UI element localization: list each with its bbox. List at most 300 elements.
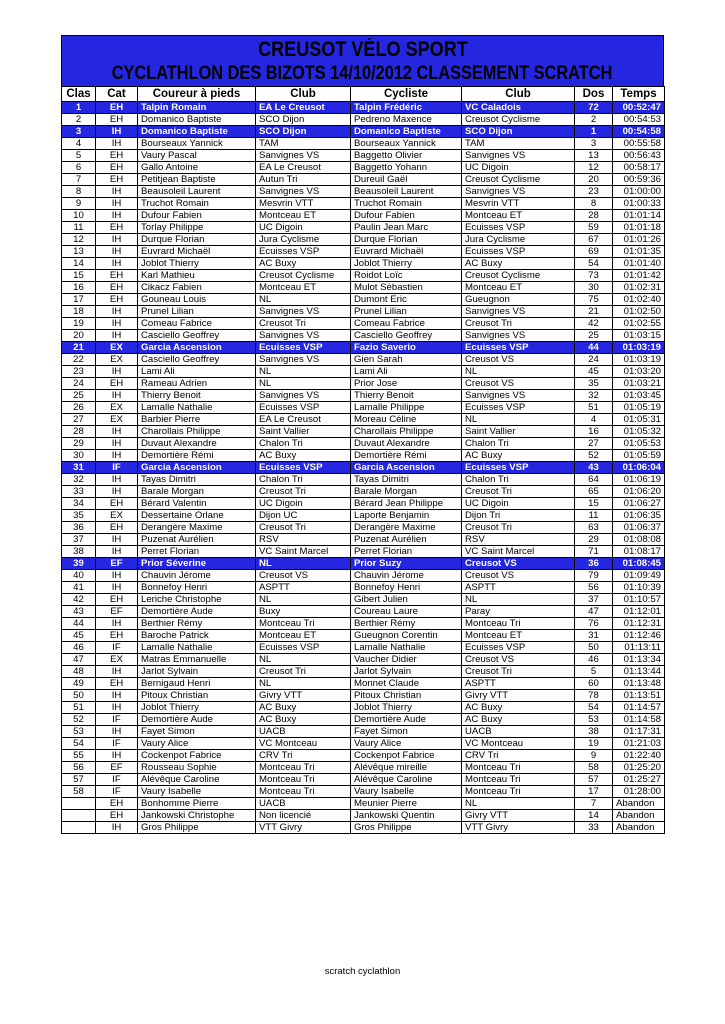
cyclist-cell: Derangère Maxime — [351, 522, 462, 534]
table-row — [62, 654, 665, 666]
cyclist-cell: Dureuil Gaël — [351, 174, 462, 186]
runner-club-cell: Creusot Tri — [256, 318, 351, 330]
bib-cell: 17 — [575, 786, 613, 798]
time-cell: 01:08:08 — [613, 534, 665, 546]
category-cell: EF — [96, 558, 138, 570]
runner-cell: Joblot Thierry — [138, 258, 256, 270]
cyclist-cell: Alévêque mireille — [351, 762, 462, 774]
rank-cell: 34 — [62, 498, 96, 510]
rank-cell: 58 — [62, 786, 96, 798]
runner-cell: Durque Florian — [138, 234, 256, 246]
rank-cell: 17 — [62, 294, 96, 306]
bib-cell: 51 — [575, 402, 613, 414]
runner-club-cell: Sanvignes VS — [256, 390, 351, 402]
cyclist-club-cell: UC Digoin — [462, 498, 575, 510]
cyclist-club-cell: Jura Cyclisme — [462, 234, 575, 246]
runner-club-cell: VC Saint Marcel — [256, 546, 351, 558]
cyclist-cell: Talpin Frédéric — [351, 102, 462, 114]
rank-cell: 5 — [62, 150, 96, 162]
cyclist-cell: Cockenpot Fabrice — [351, 750, 462, 762]
runner-club-cell: Creusot Tri — [256, 522, 351, 534]
cyclist-club-cell: AC Buxy — [462, 450, 575, 462]
cyclist-club-cell: Sanvignes VS — [462, 150, 575, 162]
cyclist-cell: Thierry Benoit — [351, 390, 462, 402]
rank-cell: 18 — [62, 306, 96, 318]
runner-cell: Gros Philippe — [138, 822, 256, 834]
rank-cell: 15 — [62, 270, 96, 282]
cyclist-cell: Gibert Julien — [351, 594, 462, 606]
runner-cell: Vaury Isabelle — [138, 786, 256, 798]
cyclist-cell: Jankowski Quentin — [351, 810, 462, 822]
table-row — [62, 234, 665, 246]
cyclist-cell: Paulin Jean Marc — [351, 222, 462, 234]
runner-cell: Torlay Philippe — [138, 222, 256, 234]
cyclist-club-cell: Ecuisses VSP — [462, 342, 575, 354]
category-cell: IH — [96, 474, 138, 486]
rank-cell: 46 — [62, 642, 96, 654]
bib-cell: 35 — [575, 378, 613, 390]
time-cell: 01:03:20 — [613, 366, 665, 378]
runner-cell: Bonhomme Pierre — [138, 798, 256, 810]
rank-cell: 2 — [62, 114, 96, 126]
runner-cell: Truchot Romain — [138, 198, 256, 210]
table-row — [62, 618, 665, 630]
time-cell: 01:12:31 — [613, 618, 665, 630]
runner-cell: Barale Morgan — [138, 486, 256, 498]
time-cell: 00:52:47 — [613, 102, 665, 114]
table-row — [62, 186, 665, 198]
cyclist-cell: Gros Philippe — [351, 822, 462, 834]
category-cell: EH — [96, 594, 138, 606]
cyclist-club-cell: Chalon Tri — [462, 438, 575, 450]
time-cell: 01:17:31 — [613, 726, 665, 738]
cyclist-club-cell: Sanvignes VS — [462, 330, 575, 342]
runner-club-cell: AC Buxy — [256, 258, 351, 270]
bib-cell: 23 — [575, 186, 613, 198]
cyclist-club-cell: VC Caladois — [462, 102, 575, 114]
cyclist-cell: Beausoleil Laurent — [351, 186, 462, 198]
cyclist-cell: Fazio Saverio — [351, 342, 462, 354]
cyclist-cell: Perret Florian — [351, 546, 462, 558]
rank-cell: 8 — [62, 186, 96, 198]
runner-club-cell: Buxy — [256, 606, 351, 618]
time-cell: 01:08:17 — [613, 546, 665, 558]
bib-cell: 57 — [575, 774, 613, 786]
category-cell: EX — [96, 414, 138, 426]
rank-cell: 56 — [62, 762, 96, 774]
category-cell: IF — [96, 738, 138, 750]
bib-cell: 47 — [575, 606, 613, 618]
table-row — [62, 810, 665, 822]
cyclist-cell: Laporte Benjamin — [351, 510, 462, 522]
results-sheet — [61, 35, 664, 834]
time-cell: Abandon — [613, 810, 665, 822]
page-subtitle: CYCLATHLON DES BIZOTS 14/10/2012 CLASSEMENT SCRATCH — [61, 61, 664, 86]
table-row — [62, 354, 665, 366]
cyclist-club-cell: Saint Vallier — [462, 426, 575, 438]
table-row — [62, 582, 665, 594]
table-row — [62, 510, 665, 522]
category-cell: IH — [96, 618, 138, 630]
cyclist-cell: Prunel Lilian — [351, 306, 462, 318]
cyclist-club-cell: VC Montceau — [462, 738, 575, 750]
time-cell: 00:58:17 — [613, 162, 665, 174]
runner-club-cell: Sanvignes VS — [256, 150, 351, 162]
page-title: CREUSOT VÉLO SPORT — [61, 35, 664, 61]
column-header-clas: Clas — [62, 87, 96, 102]
cyclist-club-cell: AC Buxy — [462, 702, 575, 714]
cyclist-club-cell: Givry VTT — [462, 690, 575, 702]
runner-cell: Bonnefoy Henri — [138, 582, 256, 594]
bib-cell: 4 — [575, 414, 613, 426]
time-cell: 01:06:27 — [613, 498, 665, 510]
time-cell: 00:56:43 — [613, 150, 665, 162]
time-cell: 01:03:15 — [613, 330, 665, 342]
cyclist-club-cell: Ecuisses VSP — [462, 402, 575, 414]
runner-cell: Vaury Pascal — [138, 150, 256, 162]
rank-cell: 37 — [62, 534, 96, 546]
table-row — [62, 546, 665, 558]
rank-cell: 6 — [62, 162, 96, 174]
rank-cell: 30 — [62, 450, 96, 462]
time-cell: 01:01:40 — [613, 258, 665, 270]
category-cell: IH — [96, 126, 138, 138]
category-cell: IH — [96, 666, 138, 678]
runner-club-cell: SCO Dijon — [256, 114, 351, 126]
bib-cell: 63 — [575, 522, 613, 534]
runner-club-cell: Chalon Tri — [256, 438, 351, 450]
cyclist-cell: Demortière Aude — [351, 714, 462, 726]
category-cell: EH — [96, 102, 138, 114]
cyclist-club-cell: NL — [462, 366, 575, 378]
cyclist-cell: Joblot Thierry — [351, 258, 462, 270]
cyclist-club-cell: Paray — [462, 606, 575, 618]
bib-cell: 69 — [575, 246, 613, 258]
runner-club-cell: Montceau Tri — [256, 762, 351, 774]
runner-club-cell: UC Digoin — [256, 498, 351, 510]
category-cell: IH — [96, 570, 138, 582]
cyclist-cell: Duvaut Alexandre — [351, 438, 462, 450]
rank-cell: 26 — [62, 402, 96, 414]
category-cell: IH — [96, 318, 138, 330]
bib-cell: 13 — [575, 150, 613, 162]
results-table — [61, 86, 665, 834]
bib-cell: 19 — [575, 738, 613, 750]
table-row — [62, 642, 665, 654]
cyclist-cell: Bourseaux Yannick — [351, 138, 462, 150]
column-header-club-runner: Club — [256, 87, 351, 102]
cyclist-club-cell: SCO Dijon — [462, 126, 575, 138]
table-row — [62, 294, 665, 306]
cyclist-club-cell: Sanvignes VS — [462, 390, 575, 402]
time-cell: 01:06:20 — [613, 486, 665, 498]
cyclist-club-cell: Creusot Tri — [462, 522, 575, 534]
bib-cell: 2 — [575, 114, 613, 126]
runner-cell: Karl Mathieu — [138, 270, 256, 282]
runner-cell: Fayet Simon — [138, 726, 256, 738]
category-cell: IH — [96, 246, 138, 258]
category-cell: IF — [96, 774, 138, 786]
time-cell: 01:13:11 — [613, 642, 665, 654]
table-row — [62, 690, 665, 702]
bib-cell: 60 — [575, 678, 613, 690]
cyclist-cell: Casciello Geoffrey — [351, 330, 462, 342]
category-cell: EH — [96, 810, 138, 822]
time-cell: 01:02:40 — [613, 294, 665, 306]
table-row — [62, 702, 665, 714]
cyclist-cell: Pedreno Maxence — [351, 114, 462, 126]
cyclist-cell: Chauvin Jérome — [351, 570, 462, 582]
cyclist-club-cell: Creusot VS — [462, 378, 575, 390]
rank-cell: 24 — [62, 378, 96, 390]
runner-cell: Beausoleil Laurent — [138, 186, 256, 198]
time-cell: 01:10:57 — [613, 594, 665, 606]
runner-club-cell: Sanvignes VS — [256, 186, 351, 198]
runner-cell: Matras Emmanuelle — [138, 654, 256, 666]
table-row — [62, 666, 665, 678]
runner-cell: Leriche Christophe — [138, 594, 256, 606]
bib-cell: 3 — [575, 138, 613, 150]
bib-cell: 38 — [575, 726, 613, 738]
rank-cell: 53 — [62, 726, 96, 738]
table-row — [62, 714, 665, 726]
runner-cell: Rousseau Sophie — [138, 762, 256, 774]
runner-club-cell: Sanvignes VS — [256, 330, 351, 342]
runner-cell: Bérard Valentin — [138, 498, 256, 510]
runner-cell: Cikacz Fabien — [138, 282, 256, 294]
runner-club-cell: NL — [256, 294, 351, 306]
bib-cell: 15 — [575, 498, 613, 510]
rank-cell: 49 — [62, 678, 96, 690]
cyclist-club-cell: Givry VTT — [462, 810, 575, 822]
runner-cell: Dufour Fabien — [138, 210, 256, 222]
time-cell: 01:06:04 — [613, 462, 665, 474]
time-cell: 01:05:59 — [613, 450, 665, 462]
runner-cell: Domanico Baptiste — [138, 114, 256, 126]
category-cell: IH — [96, 390, 138, 402]
runner-cell: Thierry Benoit — [138, 390, 256, 402]
rank-cell: 36 — [62, 522, 96, 534]
cyclist-club-cell: ASPTT — [462, 582, 575, 594]
runner-cell: Pitoux Christian — [138, 690, 256, 702]
rank-cell: 16 — [62, 282, 96, 294]
rank-cell: 21 — [62, 342, 96, 354]
runner-club-cell: NL — [256, 654, 351, 666]
table-row — [62, 522, 665, 534]
cyclist-club-cell: Creusot Tri — [462, 318, 575, 330]
table-row — [62, 282, 665, 294]
table-row — [62, 366, 665, 378]
runner-club-cell: Chalon Tri — [256, 474, 351, 486]
rank-cell: 11 — [62, 222, 96, 234]
rank-cell: 57 — [62, 774, 96, 786]
table-row — [62, 114, 665, 126]
table-row — [62, 258, 665, 270]
time-cell: 01:02:55 — [613, 318, 665, 330]
cyclist-club-cell: Chalon Tri — [462, 474, 575, 486]
cyclist-cell: Charollais Philippe — [351, 426, 462, 438]
runner-cell: Casciello Geoffrey — [138, 330, 256, 342]
runner-cell: Cockenpot Fabrice — [138, 750, 256, 762]
runner-cell: Chauvin Jérome — [138, 570, 256, 582]
column-header-club-cyclist: Club — [462, 87, 575, 102]
rank-cell: 32 — [62, 474, 96, 486]
rank-cell: 7 — [62, 174, 96, 186]
runner-cell: Lami Ali — [138, 366, 256, 378]
bib-cell: 73 — [575, 270, 613, 282]
cyclist-club-cell: UACB — [462, 726, 575, 738]
cyclist-cell: Moreau Céline — [351, 414, 462, 426]
runner-club-cell: Givry VTT — [256, 690, 351, 702]
category-cell: EH — [96, 378, 138, 390]
rank-cell: 23 — [62, 366, 96, 378]
runner-cell: Prior Séverine — [138, 558, 256, 570]
runner-cell: Comeau Fabrice — [138, 318, 256, 330]
cyclist-cell: Euvrard Michaël — [351, 246, 462, 258]
time-cell: 01:25:27 — [613, 774, 665, 786]
bib-cell: 65 — [575, 486, 613, 498]
runner-cell: Prunel Lilian — [138, 306, 256, 318]
cyclist-cell: Durque Florian — [351, 234, 462, 246]
runner-club-cell: NL — [256, 594, 351, 606]
category-cell: IH — [96, 306, 138, 318]
time-cell: 01:13:44 — [613, 666, 665, 678]
rank-cell: 40 — [62, 570, 96, 582]
cyclist-cell: Gueugnon Corentin — [351, 630, 462, 642]
rank-cell: 45 — [62, 630, 96, 642]
cyclist-club-cell: Montceau ET — [462, 630, 575, 642]
cyclist-cell: Pitoux Christian — [351, 690, 462, 702]
bib-cell: 79 — [575, 570, 613, 582]
cyclist-cell: Joblot Thierry — [351, 702, 462, 714]
bib-cell: 29 — [575, 534, 613, 546]
cyclist-club-cell: Creusot Tri — [462, 666, 575, 678]
cyclist-club-cell: AC Buxy — [462, 258, 575, 270]
bib-cell: 75 — [575, 294, 613, 306]
category-cell: IH — [96, 486, 138, 498]
runner-cell: Garcia Ascension — [138, 462, 256, 474]
rank-cell: 20 — [62, 330, 96, 342]
rank-cell: 42 — [62, 594, 96, 606]
time-cell: 01:13:51 — [613, 690, 665, 702]
category-cell: EH — [96, 270, 138, 282]
category-cell: EH — [96, 678, 138, 690]
bib-cell: 53 — [575, 714, 613, 726]
category-cell: IH — [96, 186, 138, 198]
table-header-row — [62, 87, 665, 102]
rank-cell: 33 — [62, 486, 96, 498]
cyclist-club-cell: Ecuisses VSP — [462, 462, 575, 474]
table-row — [62, 534, 665, 546]
category-cell: IH — [96, 450, 138, 462]
bib-cell: 58 — [575, 762, 613, 774]
table-row — [62, 762, 665, 774]
category-cell: EF — [96, 762, 138, 774]
cyclist-club-cell: Creusot VS — [462, 654, 575, 666]
cyclist-club-cell: Creusot VS — [462, 354, 575, 366]
rank-cell: 31 — [62, 462, 96, 474]
time-cell: 01:00:00 — [613, 186, 665, 198]
rank-cell: 51 — [62, 702, 96, 714]
category-cell: IH — [96, 198, 138, 210]
time-cell: 01:06:19 — [613, 474, 665, 486]
table-row — [62, 606, 665, 618]
rank-cell: 35 — [62, 510, 96, 522]
cyclist-club-cell: Montceau ET — [462, 282, 575, 294]
runner-club-cell: AC Buxy — [256, 450, 351, 462]
table-row — [62, 126, 665, 138]
category-cell: EX — [96, 402, 138, 414]
time-cell: 00:55:58 — [613, 138, 665, 150]
cyclist-cell: Barale Morgan — [351, 486, 462, 498]
category-cell: IF — [96, 714, 138, 726]
rank-cell: 54 — [62, 738, 96, 750]
table-row — [62, 486, 665, 498]
bib-cell: 59 — [575, 222, 613, 234]
table-row — [62, 474, 665, 486]
rank-cell: 14 — [62, 258, 96, 270]
runner-cell: Rameau Adrien — [138, 378, 256, 390]
runner-club-cell: Creusot VS — [256, 570, 351, 582]
table-row — [62, 786, 665, 798]
category-cell: IH — [96, 822, 138, 834]
time-cell: 01:01:26 — [613, 234, 665, 246]
rank-cell: 41 — [62, 582, 96, 594]
time-cell: 01:01:42 — [613, 270, 665, 282]
table-row — [62, 306, 665, 318]
time-cell: 01:14:58 — [613, 714, 665, 726]
table-row — [62, 726, 665, 738]
time-cell: 01:01:35 — [613, 246, 665, 258]
bib-cell: 64 — [575, 474, 613, 486]
time-cell: Abandon — [613, 822, 665, 834]
bib-cell: 52 — [575, 450, 613, 462]
bib-cell: 12 — [575, 162, 613, 174]
category-cell: EF — [96, 606, 138, 618]
time-cell: 01:08:45 — [613, 558, 665, 570]
category-cell: IH — [96, 426, 138, 438]
time-cell: 01:01:18 — [613, 222, 665, 234]
bib-cell: 9 — [575, 750, 613, 762]
cyclist-cell: Gien Sarah — [351, 354, 462, 366]
runner-club-cell: Ecuisses VSP — [256, 402, 351, 414]
cyclist-club-cell: Mesvrin VTT — [462, 198, 575, 210]
cyclist-club-cell: ASPTT — [462, 678, 575, 690]
rank-cell: 39 — [62, 558, 96, 570]
time-cell: 00:54:53 — [613, 114, 665, 126]
runner-club-cell: VTT Givry — [256, 822, 351, 834]
table-row — [62, 438, 665, 450]
table-row — [62, 450, 665, 462]
cyclist-club-cell: Sanvignes VS — [462, 306, 575, 318]
rank-cell — [62, 810, 96, 822]
cyclist-cell: Meunier Pierre — [351, 798, 462, 810]
category-cell: EH — [96, 522, 138, 534]
cyclist-cell: Berthier Rémy — [351, 618, 462, 630]
runner-club-cell: RSV — [256, 534, 351, 546]
runner-club-cell: Mesvrin VTT — [256, 198, 351, 210]
table-row — [62, 162, 665, 174]
runner-club-cell: Montceau Tri — [256, 618, 351, 630]
time-cell: 01:05:31 — [613, 414, 665, 426]
rank-cell: 55 — [62, 750, 96, 762]
bib-cell: 21 — [575, 306, 613, 318]
cyclist-club-cell: Creusot VS — [462, 570, 575, 582]
bib-cell: 71 — [575, 546, 613, 558]
runner-cell: Vaury Alice — [138, 738, 256, 750]
cyclist-cell: Vaury Isabelle — [351, 786, 462, 798]
page-footer: scratch cyclathlon — [324, 966, 401, 977]
